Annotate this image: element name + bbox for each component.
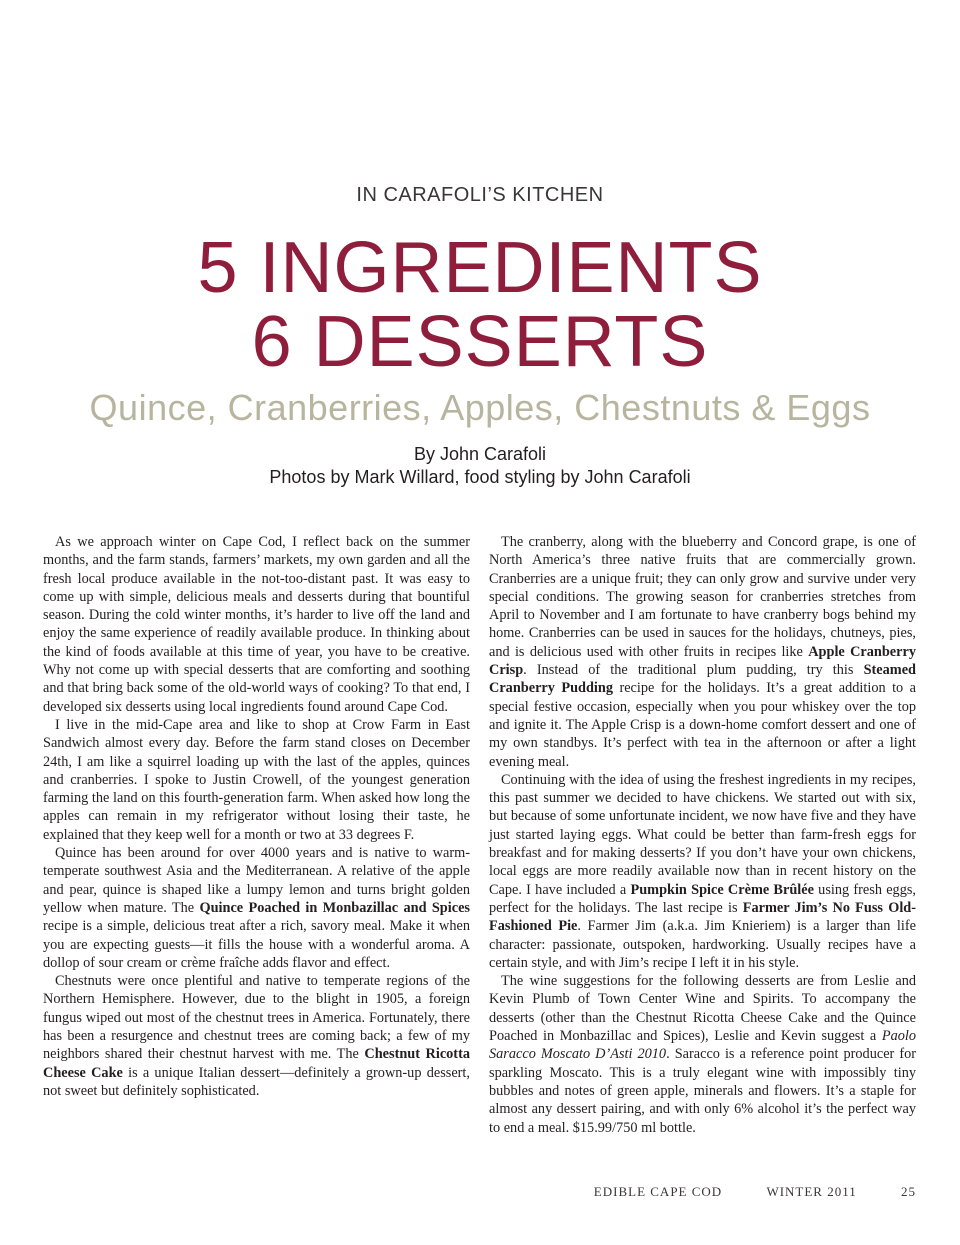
article-title-line-2: 6 DESSERTS — [251, 302, 709, 382]
text-run: The cranberry, along with the blueberry and Concord grape, is one of North America’s three native fruits that are commercially grown. Cranberries are a unique fruit; they can only grow and survive under very special conditions. The growing season for cranberries stretches from April to November and I am fortunate to have cranberry bogs behind my home. Cranberries can be used in sauces for the holidays, chutneys, pies, and is delicious used with other fruits in recipes like — [489, 534, 916, 660]
recipe-name: Chestnut Ricotta Cheese Cake — [43, 1046, 470, 1081]
paragraph — [489, 533, 916, 771]
text-run: recipe for the holidays. It’s a great addition to a special festive occasion, especially when you pour whiskey over the top and ignite it. The Apple Crisp is a down-home comfort dessert and one of my own standbys. It’s perfect with tea in the afternoon or after a light evening meal. — [489, 680, 916, 770]
paragraph: As we approach winter on Cape Cod, I reflect back on the summer months, and the farm stands, farmers’ markets, my own garden and all the fresh local produce available in the not-too-distant past. It was easy to come up with simple, delicious meals and desserts during that bountiful season. During the cold winter months, it’s harder to live off the land and enjoy the same experience of readily available produce. In thinking about the kind of foods available at this time of year, you have to be creative. Why not come up with special desserts that are comforting and soothing and that bring back some of the old-world ways of cooking? To that end, I developed six desserts using local ingredients found around Cape Cod. — [43, 534, 470, 715]
text-run: recipe is a simple, delicious treat after a rich, savory meal. Make it when you are expecting guests—it fills the house with a wonderful aroma. A dollop of sour cream or crème fraîche adds flavor and effect. — [43, 918, 470, 971]
text-run: . Farmer Jim (a.k.a. Jim Knieriem) is a larger than life character: passionate, outspoken, hardworking. Usually recipes have a certain style, and with Jim’s recipe I left it in his style. — [489, 918, 916, 971]
article-subtitle: Quince, Cranberries, Apples, Chestnuts & Eggs — [89, 387, 871, 428]
paragraph — [43, 972, 470, 1100]
text-run: . Instead of the traditional plum pudding, try this — [523, 662, 864, 679]
photo-credits: Photos by Mark Willard, food styling by John Carafoli — [269, 467, 691, 487]
recipe-name: Pumpkin Spice Crème Brûlée — [630, 881, 814, 898]
recipe-name: Steamed Cranberry Pudding — [489, 662, 916, 697]
text-run: . Saracco is a reference point producer for sparkling Moscato. This is a truly elegant wine with impossibly tiny bubbles and notes of green apple, minerals and flowers. It’s a staple for almost any dessert pairing, and with only 6% alcohol it’s the perfect way to end a meal. $15.99/750 ml bottle. — [489, 1046, 916, 1136]
wine-name: Paolo Saracco Moscato D’Asti 2010 — [489, 1028, 916, 1063]
recipe-name: Quince Poached in Monbazillac and Spices — [199, 899, 470, 916]
left-column — [43, 533, 470, 1100]
text-run: The wine suggestions for the following desserts are from Leslie and Kevin Plumb of Town Center Wine and Spirits. To accompany the desserts (other than the Chestnut Ricotta Cheese Cake and the Quince Poached in Monbazillac and Spices), Leslie and Kevin suggest a — [489, 973, 916, 1045]
issue-label: WINTER 2011 — [766, 1184, 857, 1199]
recipe-name: Apple Cranberry Crisp — [489, 643, 916, 679]
paragraph — [489, 972, 916, 1137]
right-column — [489, 533, 916, 1137]
publication-name: EDIBLE CAPE COD — [593, 1184, 723, 1199]
text-run: using fresh eggs, perfect for the holidays. The last recipe is — [489, 881, 916, 916]
page-number: 25 — [901, 1184, 916, 1199]
article-title-line-1: 5 INGREDIENTS — [197, 228, 763, 308]
author-byline: By John Carafoli — [413, 444, 547, 464]
article-kicker: IN CARAFOLI’S KITCHEN — [356, 184, 604, 206]
text-run: Chestnuts were once plentiful and native to temperate regions of the Northern Hemisphere. However, due to the blight in 1905, a foreign fungus wiped out most of the chestnut trees in America. Fortunately, there has been a resurgence and chestnut trees are coming back; a few of my neighbors shared their chestnut harvest with me. The — [43, 973, 470, 1063]
paragraph — [43, 844, 470, 972]
paragraph — [489, 771, 916, 972]
text-run: is a unique Italian dessert—definitely a grown-up dessert, not sweet but definitely sophisticated. — [43, 1064, 470, 1099]
recipe-name: Farmer Jim’s No Fuss Old-Fashioned Pie — [489, 899, 916, 935]
text-run: Quince has been around for over 4000 years and is native to warm-temperate southwest Asia and the Mediterranean. A relative of the apple and pear, quince is shaped like a lumpy lemon and turns bright golden yellow when mature. The — [43, 845, 470, 916]
page-footer — [594, 1184, 916, 1200]
text-run: Continuing with the idea of using the freshest ingredients in my recipes, this past summer we decided to have chickens. We started out with six, but because of some unfortunate incident, we now have five and they have just started laying eggs. What could be better than farm-fresh eggs for breakfast and for making desserts? If you don’t have your own chickens, local eggs are more readily available now than in recent history on the Cape. I have included a — [489, 771, 916, 898]
paragraph: I live in the mid-Cape area and like to shop at Crow Farm in East Sandwich almost every day. Before the farm stand closes on December 24th, I am like a squirrel loading up with the last of the apples, quinces and cranberries. I spoke to Justin Crowell, of the youngest generation farming the land on this fourth-generation farm. When asked how long the apples can remain in my refrigerator without losing their taste, he explained that they keep well for a month or two at 33 degrees F. — [43, 716, 470, 843]
